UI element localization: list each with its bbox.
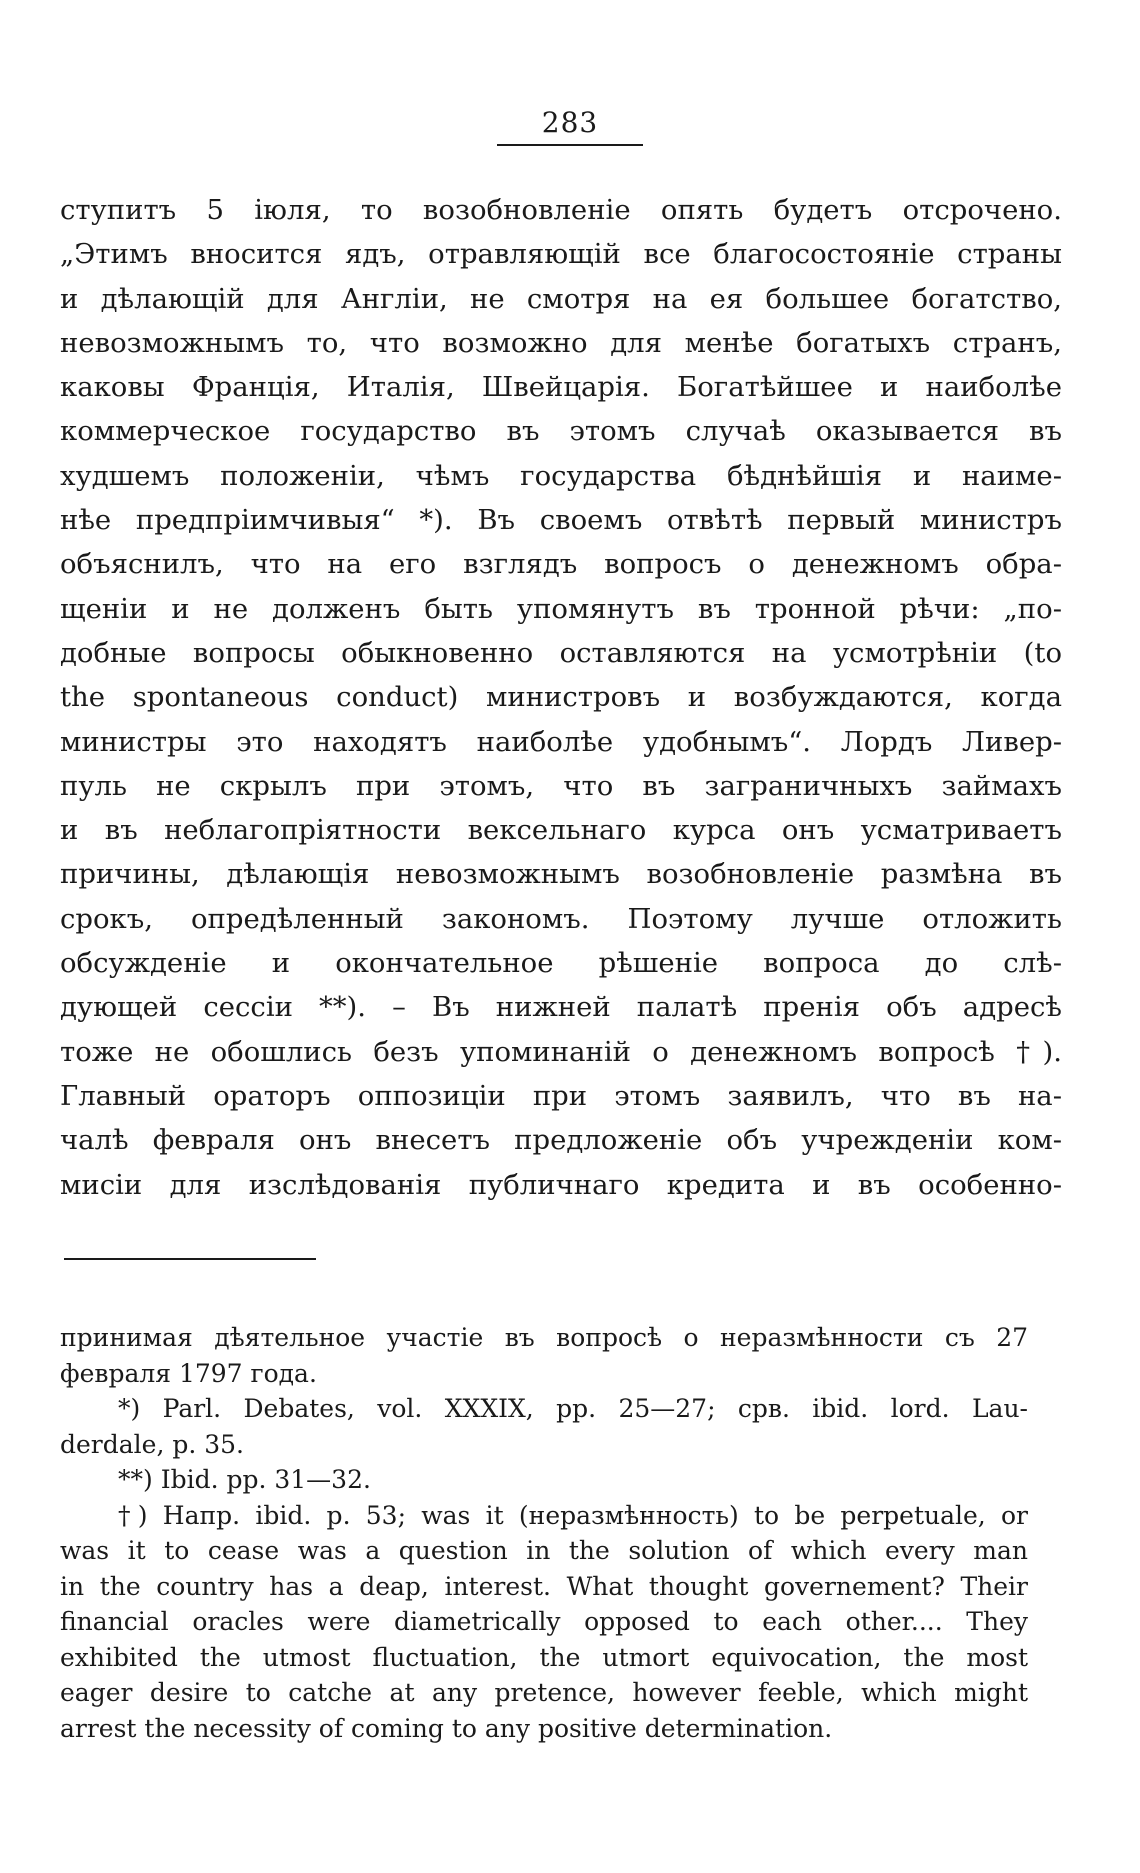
footnote-separator [64, 1258, 316, 1260]
body-line: каковы Франція, Италія, Швейцарія. Богатѣйшее и наиболѣе [60, 371, 1062, 404]
footnotes [60, 1320, 1028, 1746]
footnote-line: февраля 1797 года. [60, 1358, 317, 1388]
footnote-line: принимая дѣятельное участіе въ вопросѣ о неразмѣнности съ 27 [60, 1323, 1028, 1352]
footnote-line: in the country has a deap, interest. What thought governement? Their [60, 1571, 1028, 1601]
body-line: и въ неблагопріятности вексельнаго курса онъ усматриваетъ [60, 814, 1062, 847]
body-line: Главный ораторъ оппозиціи при этомъ заявилъ, что въ на- [60, 1079, 1062, 1112]
body-line: нѣе предпріимчивыя“ *). Въ своемъ отвѣтѣ первый министръ [60, 504, 1062, 537]
body-line: министры это находятъ наиболѣе удобнымъ“. Лордъ Ливер- [60, 725, 1062, 758]
body-line: обсужденіе и окончательное рѣшеніе вопроса до слѣ- [60, 947, 1062, 980]
footnote-line: eager desire to catche at any pretence, however feeble, which might [60, 1678, 1028, 1707]
body-line: коммерческое государство въ этомъ случаѣ оказывается въ [60, 415, 1062, 448]
main-body-text [60, 188, 1062, 1207]
page-number-rule [497, 144, 643, 146]
body-line: причины, дѣлающія невозможнымъ возобновленіе размѣна въ [60, 858, 1062, 891]
body-line: „Этимъ вносится ядъ, отравляющій все благосостояніе страны [60, 238, 1062, 271]
body-line: дующей сессіи **). – Въ нижней палатѣ пренія объ адресѣ [60, 991, 1062, 1024]
body-line: худшемъ положеніи, чѣмъ государства бѣднѣйшія и наиме- [60, 459, 1062, 492]
footnote-line: exhibited the utmost fluctuation, the utmort equivocation, the most [60, 1642, 1028, 1672]
footnote-line: *) Parl. Debates, vol. XXXIX, pp. 25—27; срв. ibid. lord. Lau- [118, 1394, 1028, 1423]
body-line: мисіи для изслѣдованія публичнаго кредита и въ особенно- [60, 1168, 1062, 1201]
body-line: добные вопросы обыкновенно оставляются на усмотрѣніи (to [60, 636, 1062, 669]
body-line: объяснилъ, что на его взглядъ вопросъ о денежномъ обра- [60, 548, 1062, 581]
footnote-line: †) Напр. ibid. p. 53; was it (неразмѣнность) to be perpetuale, or [118, 1500, 1028, 1530]
body-line: пуль не скрылъ при этомъ, что въ заграничныхъ займахъ [60, 769, 1062, 802]
footnote-line: **) Ibid. pp. 31—32. [118, 1465, 371, 1494]
body-line: the spontaneous conduct) министровъ и возбуждаются, когда [60, 681, 1062, 714]
body-line: ступитъ 5 іюля, то возобновленіе опять будетъ отсрочено. [60, 194, 1062, 226]
footnote-line: financial oracles were diametrically opposed to each other.... They [60, 1607, 1028, 1636]
body-line: тоже не обошлись безъ упоминаній о денежномъ вопросѣ †). [60, 1035, 1062, 1068]
body-line: невозможнымъ то, что возможно для менѣе богатыхъ странъ, [60, 326, 1062, 359]
page-number: 283 [541, 106, 599, 139]
footnote-line: arrest the necessity of coming to any positive determination. [60, 1713, 833, 1743]
body-line: срокъ, опредѣленный закономъ. Поэтому лучше отложить [60, 902, 1062, 935]
body-line: и дѣлающій для Англіи, не смотря на ея большее богатство, [60, 282, 1062, 315]
footnote-line: was it to cease was a question in the solution of which every man [60, 1536, 1028, 1565]
footnote-line: derdale, p. 35. [60, 1429, 244, 1459]
body-line: щеніи и не долженъ быть упомянутъ въ тронной рѣчи: „по- [60, 592, 1062, 625]
body-line: чалѣ февраля онъ внесетъ предложеніе объ учрежденіи ком- [60, 1124, 1062, 1157]
